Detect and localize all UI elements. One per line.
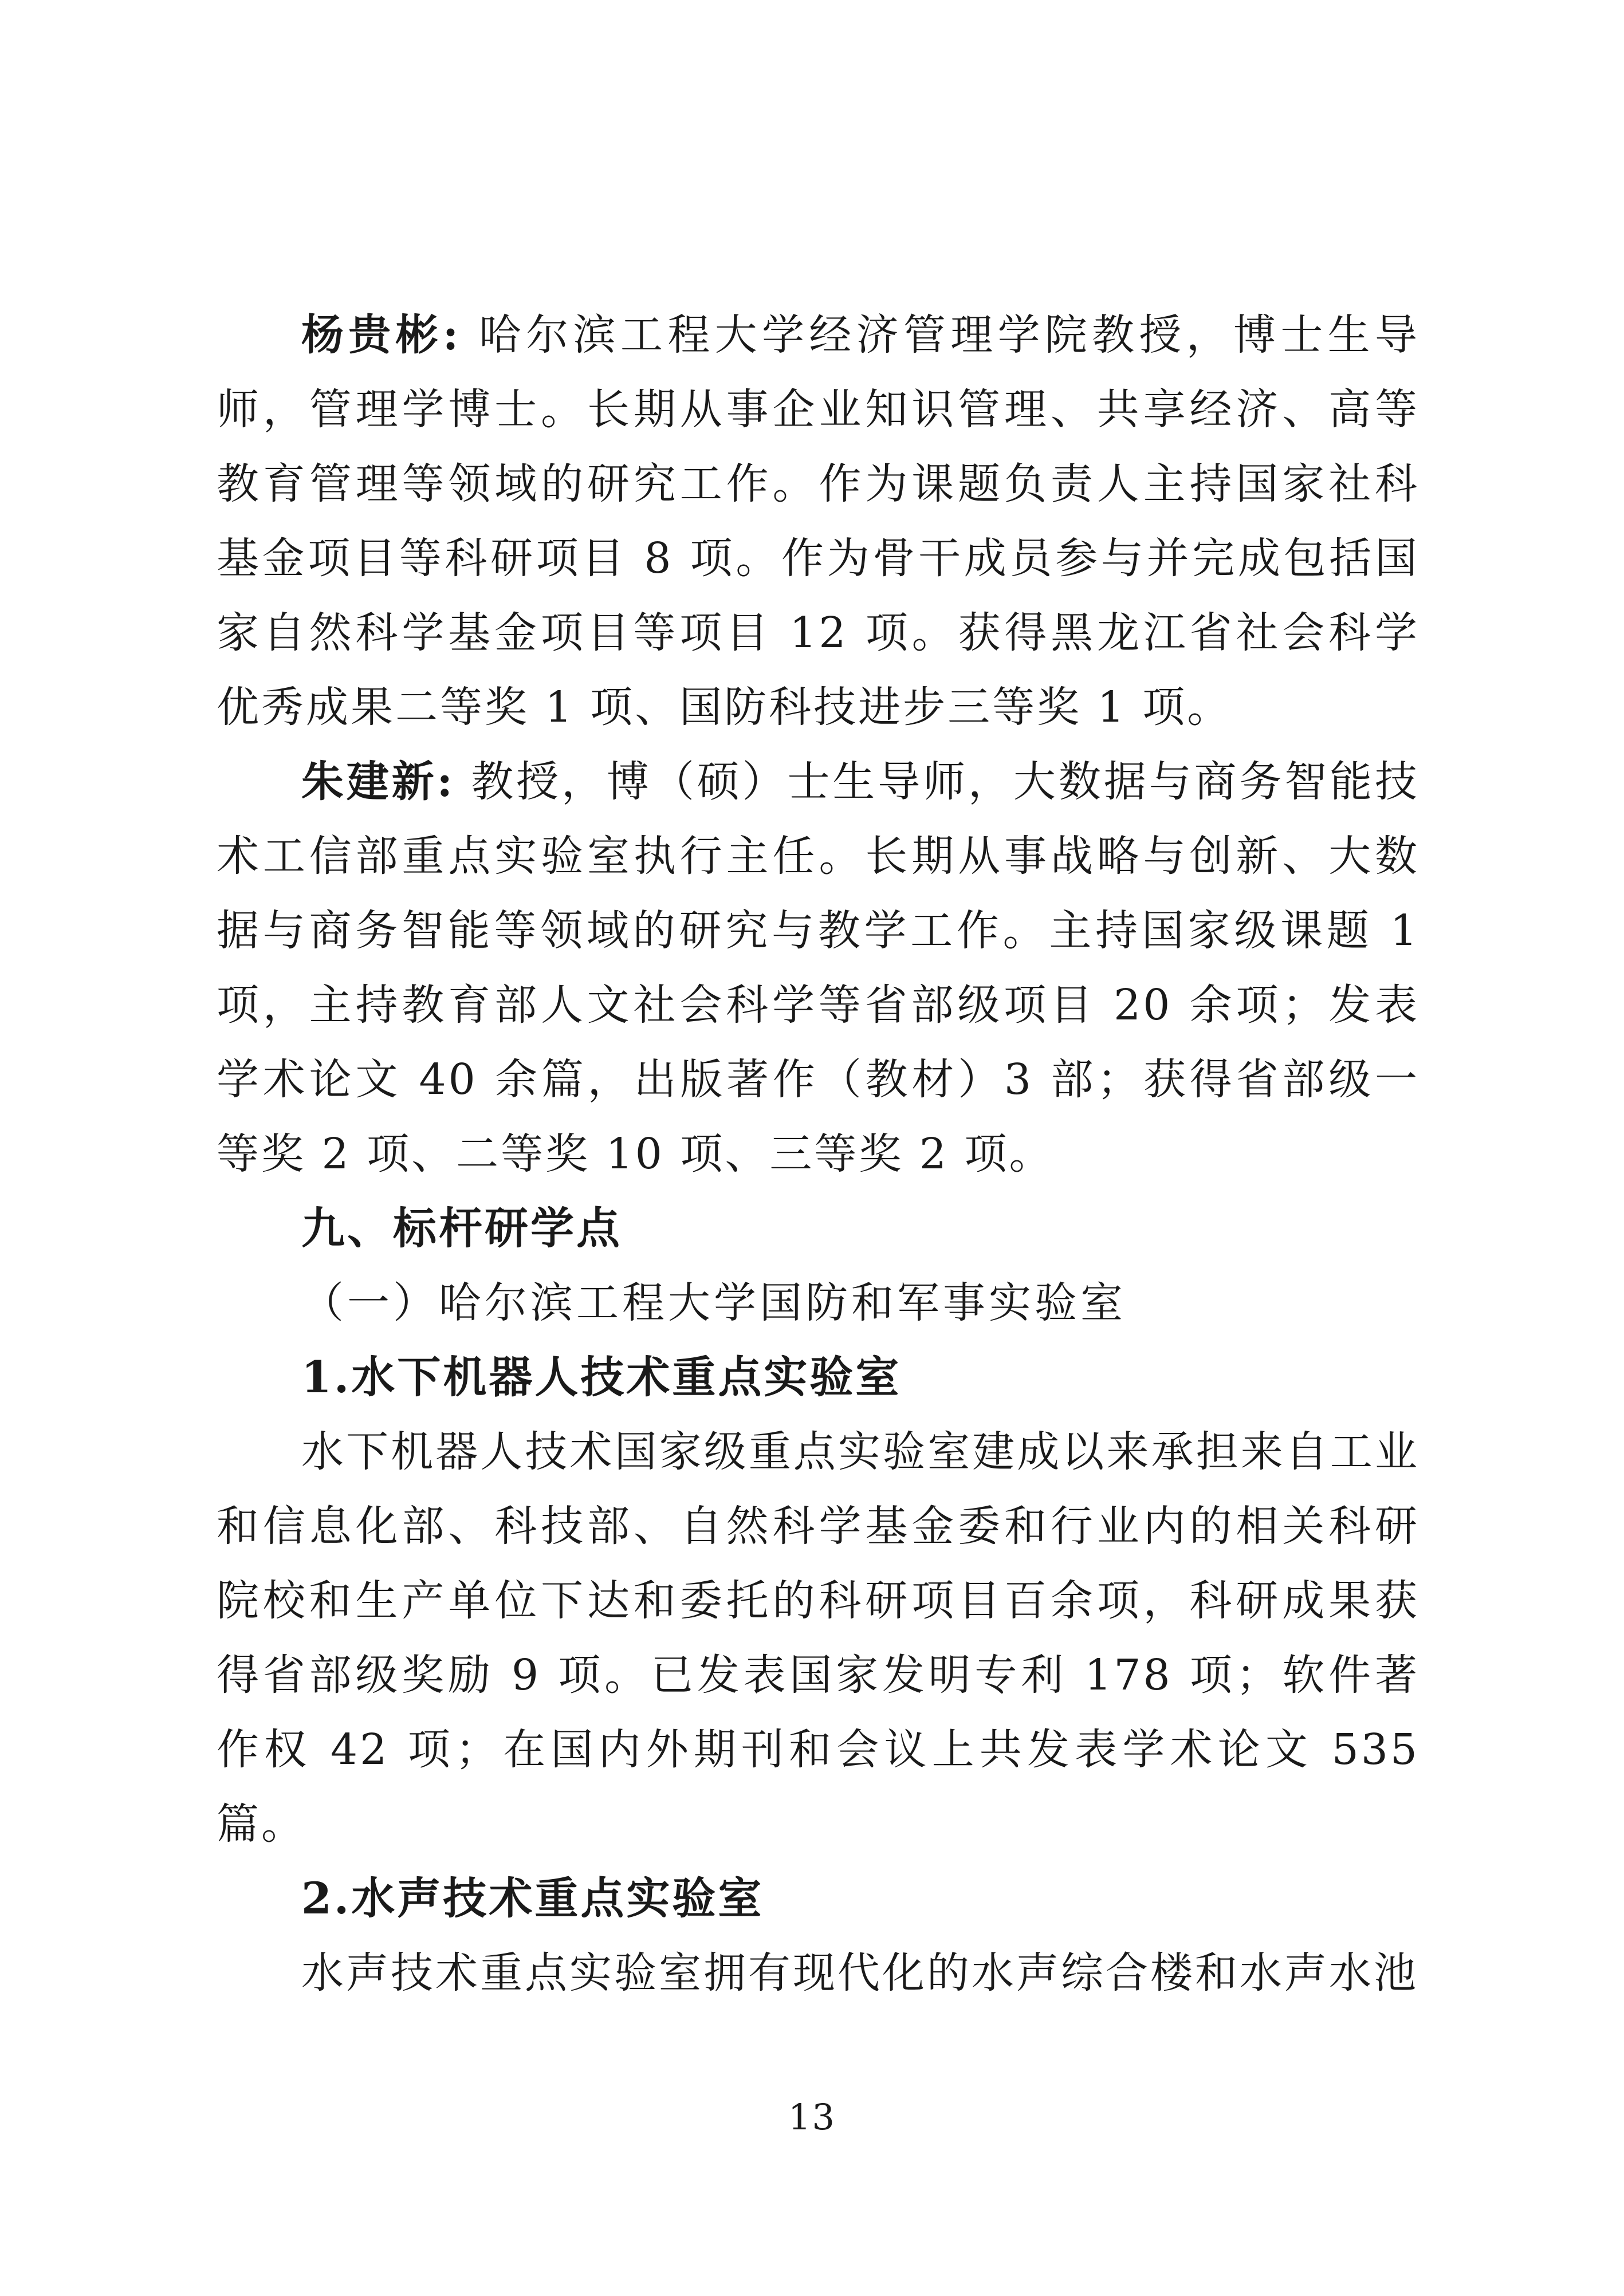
- lab2-title: 2.水声技术重点实验室: [301, 1873, 764, 1924]
- bio-name-zhu: 朱建新:: [301, 757, 455, 806]
- lab2-body: 水声技术重点实验室拥有现代化的水声综合楼和水声水池: [301, 1948, 1418, 1998]
- bio-paragraph-yang: [217, 298, 1419, 745]
- bio-text-yang: 哈尔滨工程大学经济管理学院教授，博士生导师，管理学博士。长期从事企业知识管理、共享经济、高等教育管理等领域的研究工作。作为课题负责人主持国家社科基金项目等科研项目 8 项。作为骨干成员参与并完成包括国家自然科学基金项目等项目 12 项。获得黑龙江省社会科学优秀成果二等奖 1 项、国防科技进步三等奖 1 项。: [217, 310, 1419, 732]
- page-number: 13: [788, 2096, 836, 2138]
- subsection-heading: （一）哈尔滨工程大学国防和军事实验室: [301, 1278, 1126, 1328]
- bio-text-zhu: 教授，博（硕）士生导师，大数据与商务智能技术工信部重点实验室执行主任。长期从事战略与创新、大数据与商务智能等领域的研究与教学工作。主持国家级课题 1 项，主持教育部人文社会科学等省部级项目 20 余项；发表学术论文 40 余篇，出版著作（教材）3 部；获得省部级一等奖 2 项、二等奖 10 项、三等奖 2 项。: [217, 757, 1419, 1179]
- bio-name-yang: 杨贵彬:: [301, 310, 461, 360]
- lab1-title: 1.水下机器人技术重点实验室: [301, 1352, 902, 1403]
- bio-paragraph-zhu: [217, 745, 1419, 1191]
- section-heading: 九、标杆研学点: [301, 1203, 622, 1254]
- lab1-body: 水下机器人技术国家级重点实验室建成以来承担来自工业和信息化部、科技部、自然科学基金委和行业内的相关科研院校和生产单位下达和委托的科研项目百余项，科研成果获得省部级奖励 9 项。已发表国家发明专利 178 项；软件著作权 42 项；在国内外期刊和会议上共发表学术论文 535 篇。: [217, 1427, 1419, 1849]
- document-page: [217, 298, 1419, 2010]
